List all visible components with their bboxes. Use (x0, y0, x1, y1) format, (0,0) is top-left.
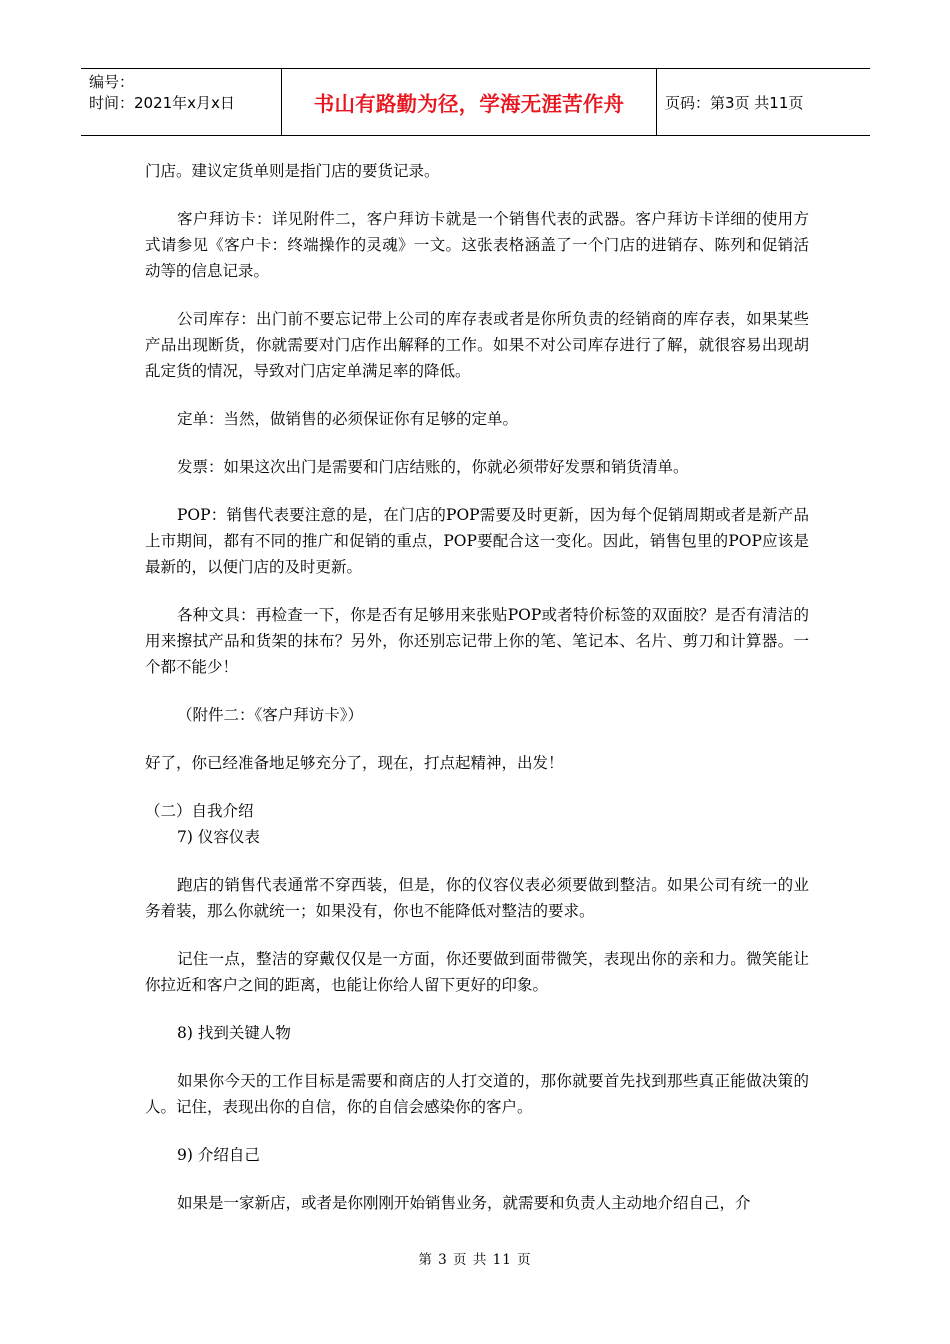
header-meta (81, 69, 282, 135)
paragraph: 如果是一家新店，或者是你刚刚开始销售业务，就需要和负责人主动地介绍自己，介 (177, 1194, 751, 1212)
page-footer: 第 3 页 共 11 页 (418, 1252, 532, 1268)
subsection-heading: 7) 仪容仪表 (177, 828, 260, 846)
document-date: 时间：2021年x月x日 (89, 94, 235, 112)
paragraph: 客户拜访卡：详见附件二，客户拜访卡就是一个销售代表的武器。客户拜访卡详细的使用方式请参见《客户卡：终端操作的灵魂》一文。这张表格涵盖了一个门店的进销存、陈列和促销活动等的信息记录。 (145, 210, 809, 280)
paragraph: 定单：当然，做销售的必须保证你有足够的定单。 (177, 410, 519, 428)
section-heading: （二）自我介绍 (145, 802, 254, 820)
document-body (145, 158, 809, 1216)
paragraph: POP：销售代表要注意的是，在门店的POP需要及时更新，因为每个促销周期或者是新产品上市期间，都有不同的推广和促销的重点，POP要配合这一变化。因此，销售包里的POP应该是最新的，以便门店的及时更新。 (145, 506, 809, 576)
document-number-label: 编号： (89, 73, 135, 91)
header-page-info: 页码：第3页 共11页 (665, 93, 804, 112)
subsection-heading: 9) 介绍自己 (177, 1146, 260, 1164)
paragraph: 好了，你已经准备地足够充分了，现在，打点起精神，出发！ (145, 754, 564, 772)
paragraph: 记住一点，整洁的穿戴仅仅是一方面，你还要做到面带微笑，表现出你的亲和力。微笑能让你拉近和客户之间的距离，也能让你给人留下更好的印象。 (145, 950, 809, 994)
paragraph: 发票：如果这次出门是需要和门店结账的，你就必须带好发票和销货清单。 (177, 458, 689, 476)
paragraph: 各种文具：再检查一下，你是否有足够用来张贴POP或者特价标签的双面胶？是否有清洁的用来擦拭产品和货架的抹布？另外，你还别忘记带上你的笔、笔记本、名片、剪刀和计算器。一个都不能少！ (145, 606, 809, 676)
header-slogan: 书山有路勤为径，学海无涯苦作舟 (282, 69, 657, 135)
page-header (81, 68, 870, 136)
paragraph: 跑店的销售代表通常不穿西装，但是，你的仪容仪表必须要做到整洁。如果公司有统一的业务着装，那么你就统一；如果没有，你也不能降低对整洁的要求。 (145, 876, 809, 920)
attachment-note: （附件二：《客户拜访卡》） (177, 706, 364, 724)
paragraph: 如果你今天的工作目标是需要和商店的人打交道的，那你就要首先找到那些真正能做决策的人。记住，表现出你的自信，你的自信会感染你的客户。 (145, 1072, 809, 1116)
subsection-heading: 8) 找到关键人物 (177, 1024, 291, 1042)
paragraph: 公司库存：出门前不要忘记带上公司的库存表或者是你所负责的经销商的库存表，如果某些产品出现断货，你就需要对门店作出解释的工作。如果不对公司库存进行了解，就很容易出现胡乱定货的情况，导致对门店定单满足率的降低。 (145, 310, 809, 380)
paragraph: 门店。建议定货单则是指门店的要货记录。 (145, 162, 440, 180)
